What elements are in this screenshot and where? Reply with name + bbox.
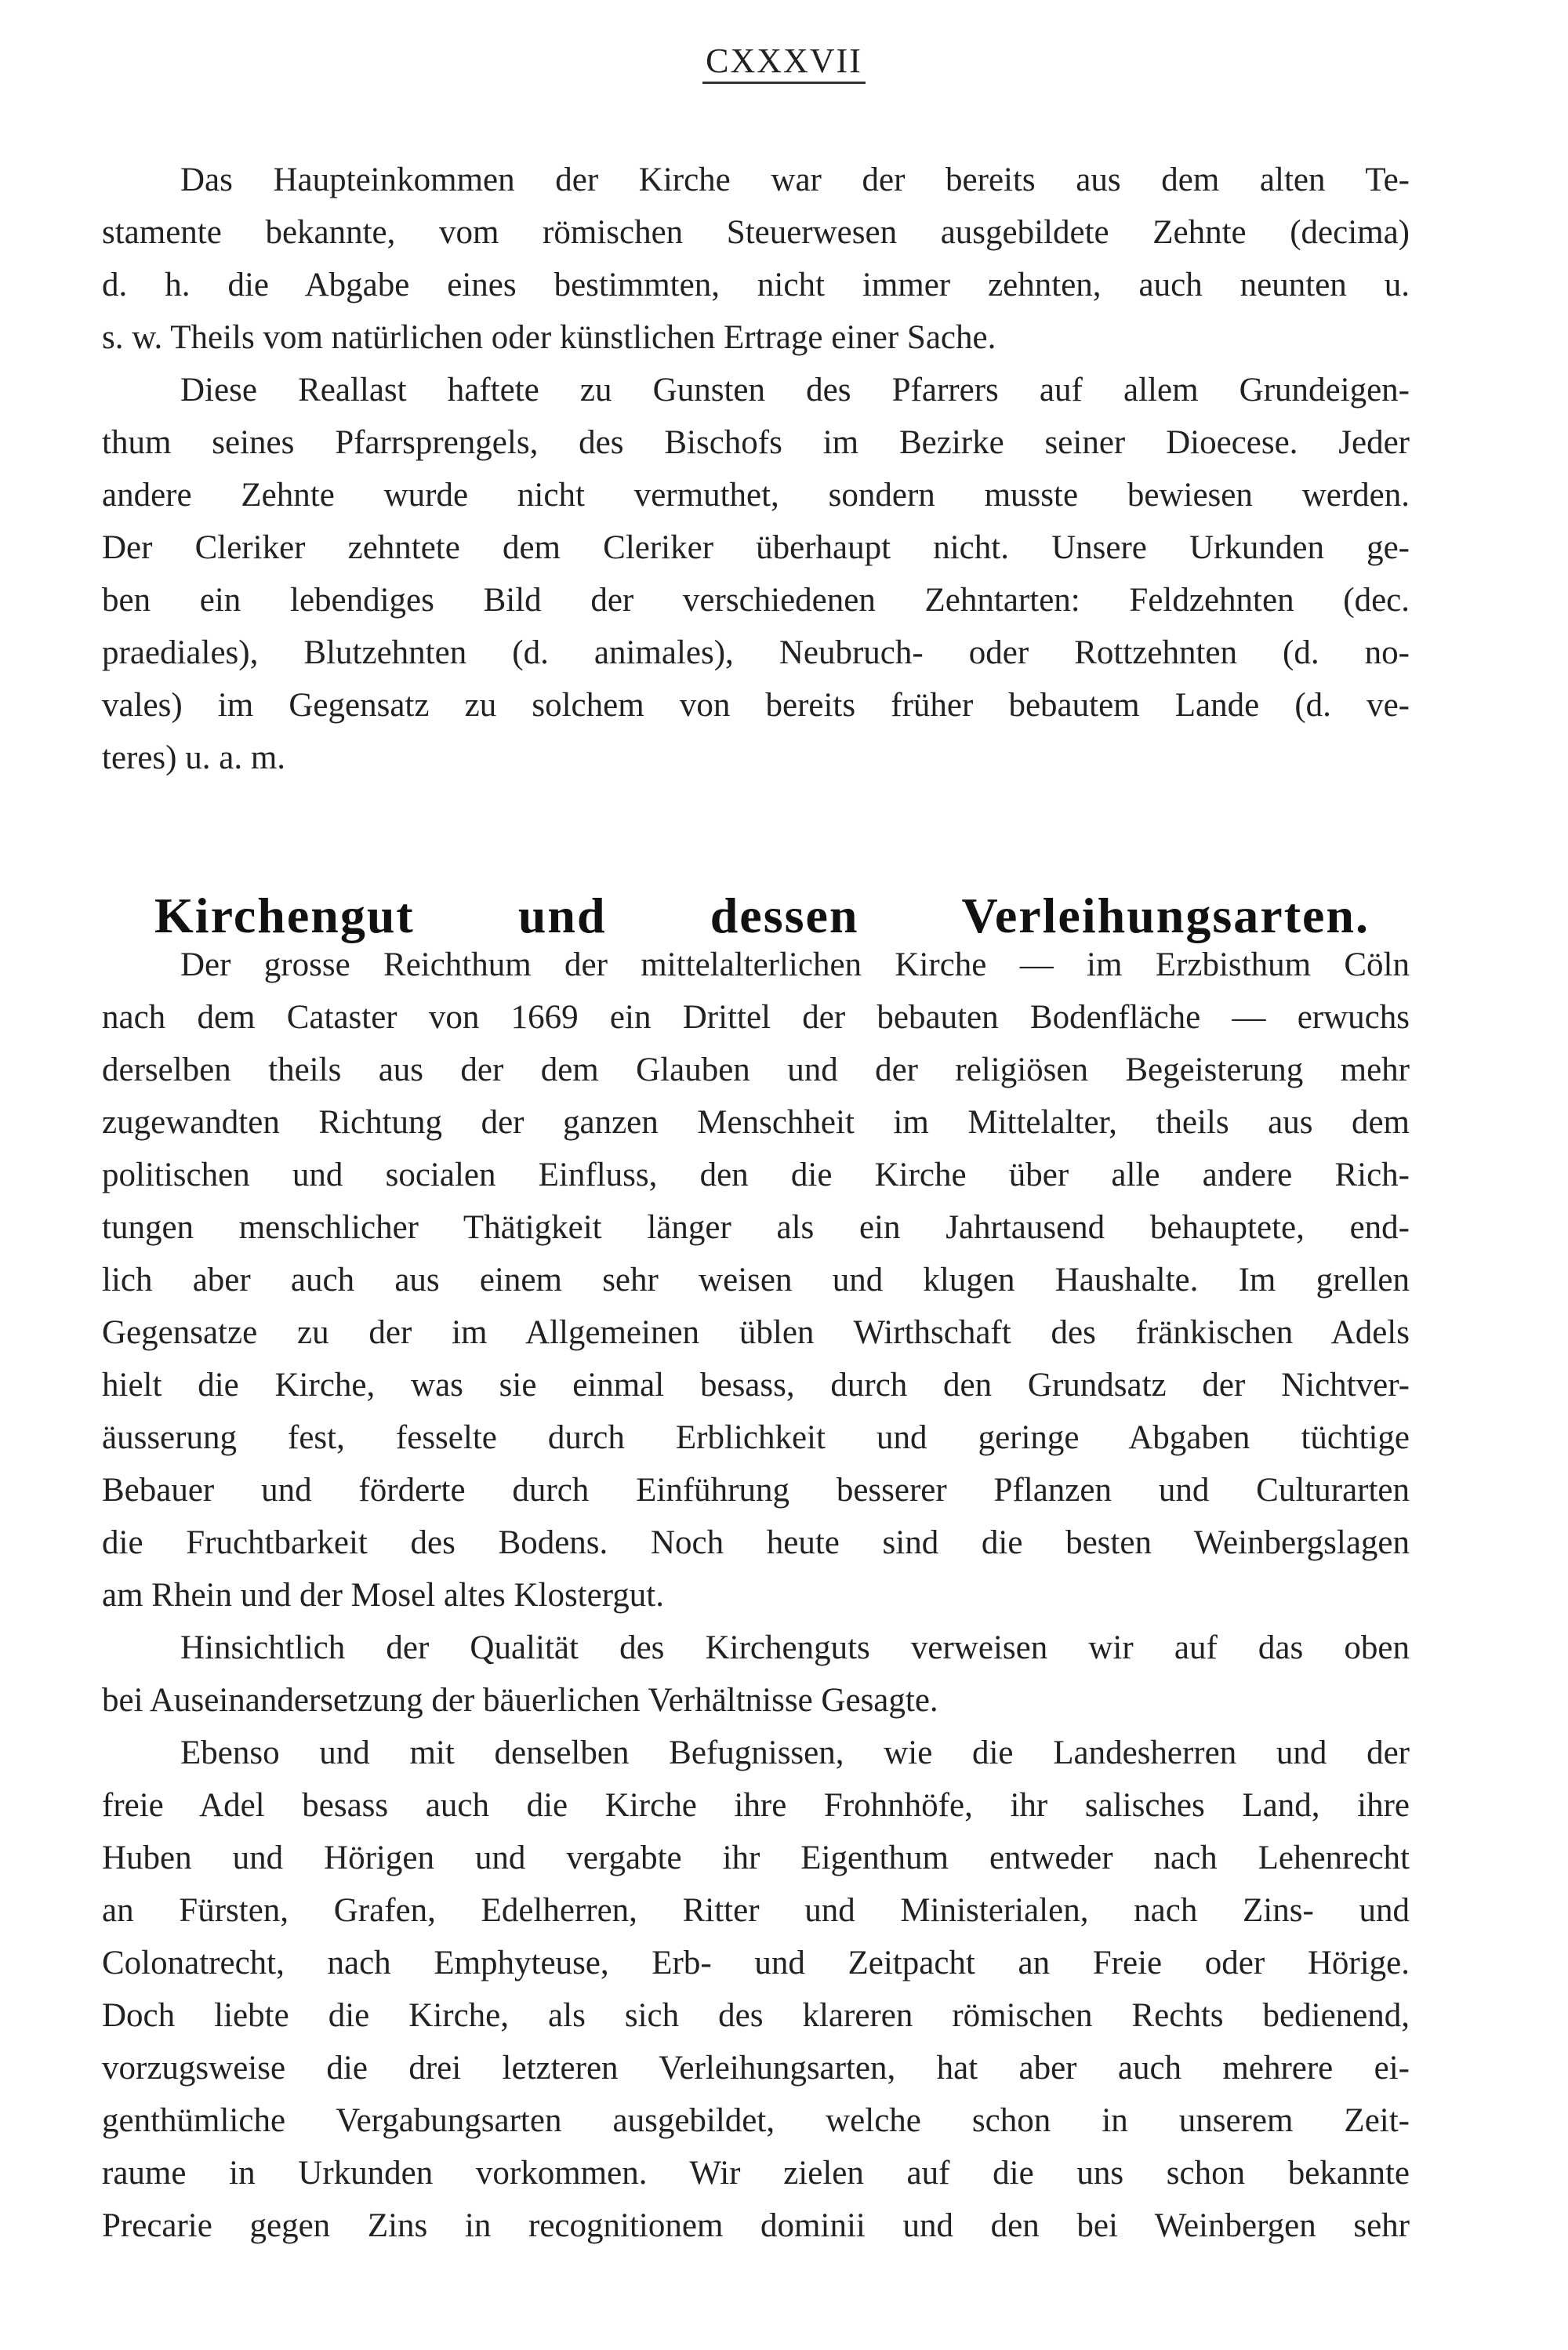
text-line: lich aber auch aus einem sehr weisen und klugen Haushalte. Im grellen xyxy=(102,1262,1410,1298)
text-line: Bebauer und förderte durch Einführung besserer Pflanzen und Culturarten xyxy=(102,1472,1410,1509)
page-number xyxy=(0,41,1568,81)
text-line: bei Auseinandersetzung der bäuerlichen Verhältnisse Gesagte. xyxy=(102,1682,938,1719)
text-line: nach dem Cataster von 1669 ein Drittel der bebauten Bodenfläche — erwuchs xyxy=(102,999,1410,1036)
text-line: Das Haupteinkommen der Kirche war der bereits aus dem alten Te- xyxy=(180,162,1410,198)
text-line: praediales), Blutzehnten (d. animales), Neubruch- oder Rottzehnten (d. no- xyxy=(102,634,1410,671)
text-line: Colonatrecht, nach Emphyteuse, Erb- und Zeitpacht an Freie oder Hörige. xyxy=(102,1945,1410,1981)
text-line: Gegensatze zu der im Allgemeinen üblen Wirthschaft des fränkischen Adels xyxy=(102,1314,1410,1351)
text-line: Der grosse Reichthum der mittelalterlichen Kirche — im Erzbisthum Cöln xyxy=(180,946,1410,983)
section-church-property xyxy=(102,939,1410,2252)
text-line: raume in Urkunden vorkommen. Wir zielen auf die uns schon bekannte xyxy=(102,2155,1410,2192)
text-line: s. w. Theils vom natürlichen oder künstlichen Ertrage einer Sache. xyxy=(102,319,996,356)
text-line: an Fürsten, Grafen, Edelherren, Ritter und Ministerialen, nach Zins- und xyxy=(102,1892,1410,1929)
text-line: teres) u. a. m. xyxy=(102,739,286,776)
text-line: Precarie gegen Zins in recognitionem dominii und den bei Weinbergen sehr xyxy=(102,2207,1410,2244)
page-number-text: CXXXVII xyxy=(702,42,866,84)
text-line: freie Adel besass auch die Kirche ihre Frohnhöfe, ihr salisches Land, ihre xyxy=(102,1787,1410,1824)
text-line: Hinsichtlich der Qualität des Kirchenguts verweisen wir auf das oben xyxy=(180,1629,1410,1666)
text-line: thum seines Pfarrsprengels, des Bischofs im Bezirke seiner Dioecese. Jeder xyxy=(102,424,1410,461)
section-tithes xyxy=(102,154,1410,784)
text-line: zugewandten Richtung der ganzen Menschheit im Mittelalter, theils aus dem xyxy=(102,1104,1410,1141)
text-line: andere Zehnte wurde nicht vermuthet, sondern musste bewiesen werden. xyxy=(102,477,1410,514)
text-line: vorzugsweise die drei letzteren Verleihungsarten, hat aber auch mehrere ei- xyxy=(102,2050,1410,2087)
text-line: äusserung fest, fesselte durch Erblichkeit und geringe Abgaben tüchtige xyxy=(102,1419,1410,1456)
text-line: Ebenso und mit denselben Befugnissen, wie die Landesherren und der xyxy=(180,1734,1410,1771)
section-heading: Kirchengut und dessen Verleihungsarten. xyxy=(154,887,1370,943)
text-line: am Rhein und der Mosel altes Klostergut. xyxy=(102,1577,664,1614)
text-line: genthümliche Vergabungsarten ausgebildet, welche schon in unserem Zeit- xyxy=(102,2102,1410,2139)
text-line: hielt die Kirche, was sie einmal besass, durch den Grundsatz der Nichtver- xyxy=(102,1367,1410,1404)
text-line: ben ein lebendiges Bild der verschiedenen Zehntarten: Feldzehnten (dec. xyxy=(102,582,1410,619)
text-line: vales) im Gegensatz zu solchem von bereits früher bebautem Lande (d. ve- xyxy=(102,687,1410,724)
text-line: tungen menschlicher Thätigkeit länger als ein Jahrtausend behauptete, end- xyxy=(102,1209,1410,1246)
text-line: d. h. die Abgabe eines bestimmten, nicht immer zehnten, auch neunten u. xyxy=(102,267,1410,303)
text-line: die Fruchtbarkeit des Bodens. Noch heute sind die besten Weinbergslagen xyxy=(102,1524,1410,1561)
text-line: Doch liebte die Kirche, als sich des klareren römischen Rechts bedienend, xyxy=(102,1997,1410,2034)
text-line: politischen und socialen Einfluss, den die Kirche über alle andere Rich- xyxy=(102,1157,1410,1193)
text-line: derselben theils aus der dem Glauben und der religiösen Begeisterung mehr xyxy=(102,1052,1410,1088)
text-line: stamente bekannte, vom römischen Steuerwesen ausgebildete Zehnte (decima) xyxy=(102,214,1410,251)
text-line: Diese Reallast haftete zu Gunsten des Pfarrers auf allem Grundeigen- xyxy=(180,372,1410,409)
text-line: Huben und Hörigen und vergabte ihr Eigenthum entweder nach Lehenrecht xyxy=(102,1840,1410,1876)
text-line: Der Cleriker zehntete dem Cleriker überhaupt nicht. Unsere Urkunden ge- xyxy=(102,529,1410,566)
